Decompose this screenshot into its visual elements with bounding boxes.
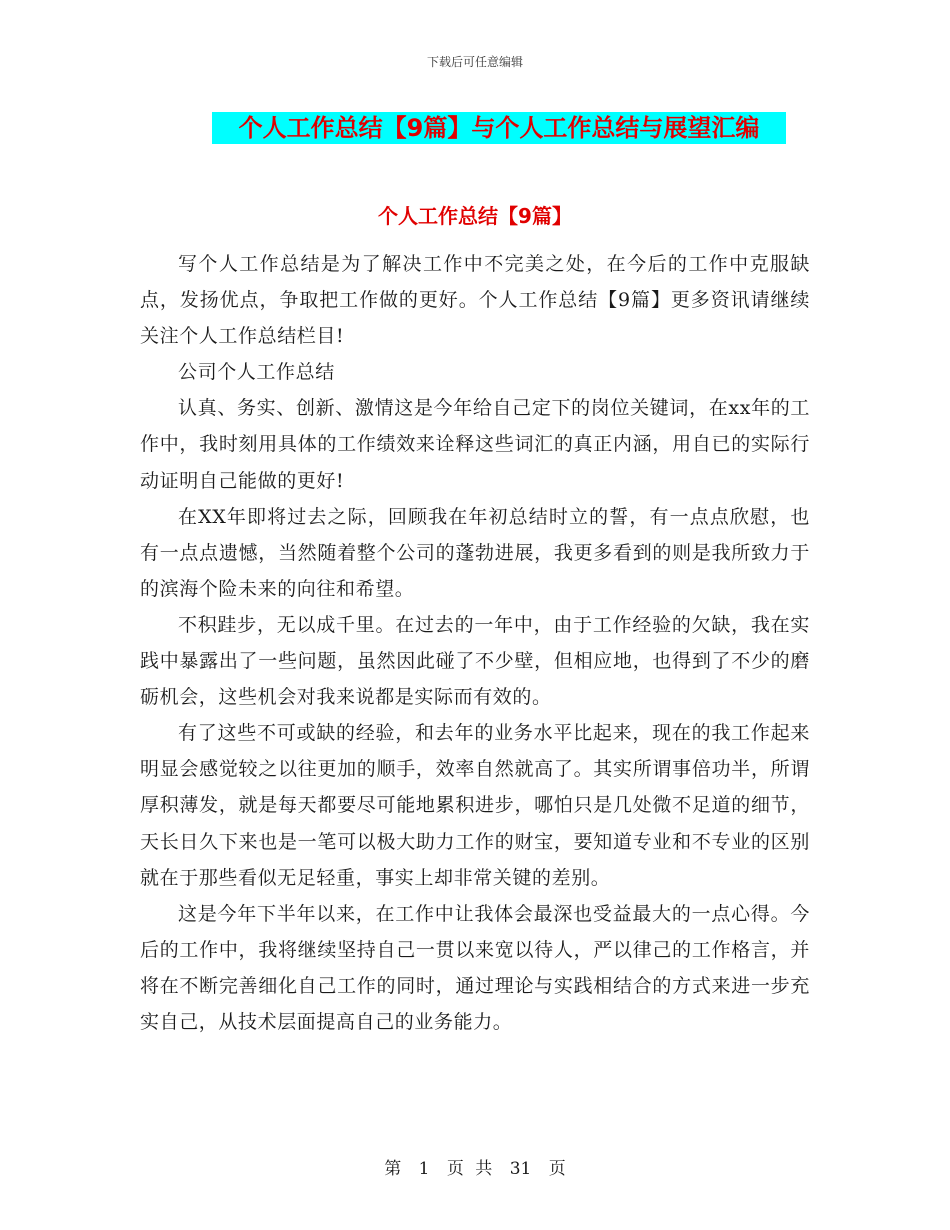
footer-page-number: 1 bbox=[418, 1159, 430, 1179]
footer-middle: 页 共 bbox=[446, 1159, 493, 1179]
section-title: 个人工作总结【9篇】 bbox=[378, 204, 572, 228]
paragraph-outlook: 这是今年下半年以来，在工作中让我体会最深也受益最大的一点心得。今后的工作中，我将继续坚持自己一贯以来宽以待人，严以律己的工作格言，并将在不断完善细化自己工作的同时，通过理论与实践相结合的方式来进一步充实自己，从技术层面提高自己的业务能力。 bbox=[140, 902, 810, 1033]
paragraph-keywords: 认真、务实、创新、激情这是今年给自己定下的岗位关键词，在xx年的工作中，我时刻用具体的工作绩效来诠释这些词汇的真正内涵，用自已的实际行动证明自己能做的更好! bbox=[140, 397, 810, 492]
paragraph-review: 在XX年即将过去之际，回顾我在年初总结时立的誓，有一点点欣慰，也有一点点遗憾，当然随着整个公司的蓬勃进展，我更多看到的则是我所致力于的滨海个险未来的向往和希望。 bbox=[140, 505, 810, 600]
document-title: 个人工作总结【9篇】与个人工作总结与展望汇编 bbox=[212, 112, 786, 144]
paragraph-subheading: 公司个人工作总结 bbox=[178, 361, 335, 384]
paragraph-intro: 写个人工作总结是为了解决工作中不完美之处，在今后的工作中克服缺点，发扬优点，争取把工作做的更好。个人工作总结【9篇】更多资讯请继续关注个人工作总结栏目! bbox=[140, 253, 810, 348]
paragraph-experience: 不积跬步，无以成千里。在过去的一年中，由于工作经验的欠缺，我在实践中暴露出了一些问题，虽然因此碰了不少壁，但相应地，也得到了不少的磨砺机会，这些机会对我来说都是实际而有效的。 bbox=[140, 613, 810, 709]
page-footer bbox=[0, 1154, 950, 1179]
header-note: 下载后可任意编辑 bbox=[426, 55, 523, 69]
footer-suffix: 页 bbox=[548, 1159, 566, 1179]
footer-prefix: 第 bbox=[384, 1159, 402, 1179]
footer-total-pages: 31 bbox=[509, 1159, 532, 1179]
document-body bbox=[140, 246, 810, 1040]
paragraph-efficiency: 有了这些不可或缺的经验，和去年的业务水平比起来，现在的我工作起来明显会感觉较之以往更加的顺手，效率自然就高了。其实所谓事倍功半，所谓厚积薄发，就是每天都要尽可能地累积进步，哪怕只是几处微不足道的细节，天长日久下来也是一笔可以极大助力工作的财宝，要知道专业和不专业的区别就在于那些看似无足轻重，事实上却非常关键的差别。 bbox=[140, 722, 810, 889]
